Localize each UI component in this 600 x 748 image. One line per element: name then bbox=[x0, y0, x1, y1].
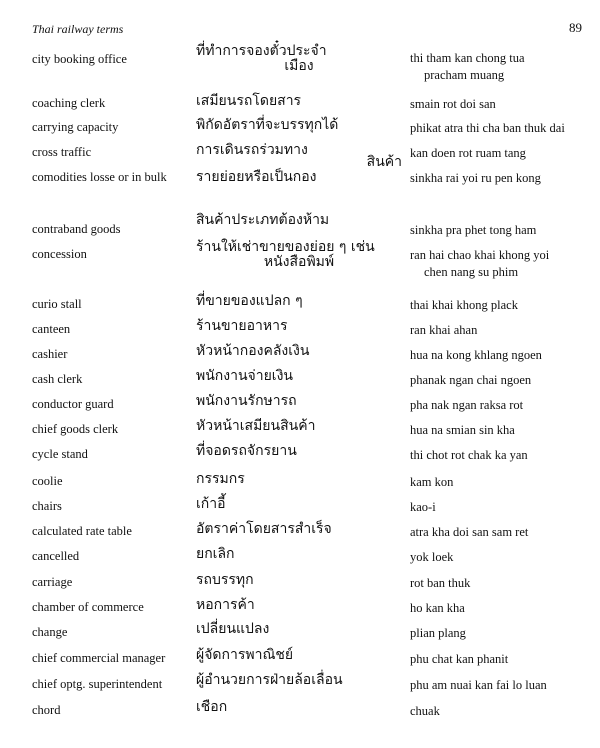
thai-line: ที่จอดรถจักรยาน bbox=[196, 443, 297, 459]
english-term: change bbox=[32, 625, 68, 639]
thai-line: ที่ทำการจองตั๋วประจำ bbox=[196, 43, 327, 59]
english-term: curio stall bbox=[32, 297, 82, 311]
romanization-line: thi chot rot chak ka yan bbox=[410, 448, 528, 462]
romanization-line: rot ban thuk bbox=[410, 576, 471, 590]
thai-term bbox=[196, 94, 402, 109]
thai-line: อัตราค่าโดยสารสำเร็จ bbox=[196, 521, 332, 537]
romanization-line: chen nang su phim bbox=[424, 265, 519, 279]
thai-term bbox=[196, 294, 402, 309]
romanization bbox=[410, 50, 525, 84]
romanization bbox=[410, 170, 541, 187]
thai-line: สินค้า bbox=[366, 154, 402, 170]
page-number: 89 bbox=[569, 20, 582, 35]
english-term: coolie bbox=[32, 474, 63, 488]
english-term: city booking office bbox=[32, 52, 127, 66]
romanization-line: plian plang bbox=[410, 626, 466, 640]
romanization bbox=[410, 297, 518, 314]
thai-line: รายย่อยหรือเป็นกอง bbox=[196, 169, 317, 185]
thai-line: เปลี่ยนแปลง bbox=[196, 621, 270, 637]
romanization bbox=[410, 600, 465, 617]
romanization-line: ran khai ahan bbox=[410, 323, 478, 337]
english-term: concession bbox=[32, 247, 87, 261]
thai-line: กรรมกร bbox=[196, 471, 245, 487]
romanization bbox=[410, 247, 549, 281]
thai-line: การเดินรถร่วมทาง bbox=[196, 142, 308, 158]
romanization-line: chuak bbox=[410, 704, 440, 718]
thai-term bbox=[196, 547, 402, 562]
running-header: Thai railway terms bbox=[32, 22, 124, 36]
romanization-line: sinkha rai yoi ru pen kong bbox=[410, 171, 541, 185]
romanization-line: thi tham kan chong tua bbox=[410, 51, 525, 65]
thai-term bbox=[196, 622, 402, 637]
thai-term bbox=[196, 155, 402, 185]
romanization bbox=[410, 447, 528, 464]
english-term: cashier bbox=[32, 347, 68, 361]
thai-line: เชือก bbox=[196, 699, 228, 715]
romanization-line: atra kha doi san sam ret bbox=[410, 525, 529, 539]
thai-line: พนักงานจ่ายเงิน bbox=[196, 368, 294, 384]
romanization bbox=[410, 474, 453, 491]
english-term: chief goods clerk bbox=[32, 422, 119, 436]
romanization bbox=[410, 422, 515, 439]
romanization bbox=[410, 145, 526, 162]
thai-term bbox=[196, 213, 402, 228]
english-term: cycle stand bbox=[32, 447, 88, 461]
romanization-line: pha nak ngan raksa rot bbox=[410, 398, 524, 412]
english-term: carrying capacity bbox=[32, 120, 119, 134]
romanization-line: ran hai chao khai khong yoi bbox=[410, 248, 550, 262]
thai-line: เมือง bbox=[284, 58, 314, 74]
romanization bbox=[410, 549, 453, 566]
thai-line: ร้านให้เช่าขายของย่อย ๆ เช่น bbox=[196, 239, 375, 255]
romanization-line: thai khai khong plack bbox=[410, 298, 518, 312]
romanization bbox=[410, 677, 547, 694]
english-term: calculated rate table bbox=[32, 524, 132, 538]
thai-term bbox=[196, 44, 402, 74]
romanization-line: yok loek bbox=[410, 550, 454, 564]
thai-term bbox=[196, 673, 402, 688]
english-term: chord bbox=[32, 703, 61, 717]
english-term: chief optg. superintendent bbox=[32, 677, 163, 691]
thai-term bbox=[196, 240, 402, 270]
thai-term bbox=[196, 319, 402, 334]
romanization bbox=[410, 347, 542, 364]
thai-line: เสมียนรถโดยสาร bbox=[196, 93, 302, 109]
romanization bbox=[410, 499, 436, 516]
romanization bbox=[410, 524, 528, 541]
romanization-line: ho kan kha bbox=[410, 601, 465, 615]
romanization-line: kam kon bbox=[410, 475, 454, 489]
romanization-line: phu chat kan phanit bbox=[410, 652, 509, 666]
romanization bbox=[410, 575, 470, 592]
english-term: conductor guard bbox=[32, 397, 114, 411]
english-term: cross traffic bbox=[32, 145, 92, 159]
thai-term bbox=[196, 472, 402, 487]
thai-term bbox=[196, 394, 402, 409]
thai-line: พิกัดอัตราที่จะบรรทุกได้ bbox=[196, 117, 339, 133]
thai-line: ผู้อำนวยการฝ่ายล้อเลื่อน bbox=[196, 672, 343, 688]
romanization-line: phanak ngan chai ngoen bbox=[410, 373, 532, 387]
thai-term bbox=[196, 497, 402, 512]
romanization-line: kan doen rot ruam tang bbox=[410, 146, 526, 160]
thai-term bbox=[196, 598, 402, 613]
thai-line: หอการค้า bbox=[196, 597, 255, 613]
thai-term bbox=[196, 522, 402, 537]
thai-term bbox=[196, 700, 402, 715]
english-term: chief commercial manager bbox=[32, 651, 166, 665]
thai-line: ผู้จัดการพาณิชย์ bbox=[196, 647, 294, 663]
thai-line: สินค้าประเภทต้องห้าม bbox=[196, 212, 330, 228]
romanization bbox=[410, 322, 477, 339]
thai-term bbox=[196, 444, 402, 459]
thai-line: ร้านขายอาหาร bbox=[196, 318, 288, 334]
thai-term bbox=[196, 118, 402, 133]
romanization-line: sinkha pra phet tong ham bbox=[410, 223, 537, 237]
romanization bbox=[410, 96, 496, 113]
thai-line: หัวหน้าเสมียนสินค้า bbox=[196, 418, 316, 434]
thai-line: เก้าอี้ bbox=[196, 496, 226, 512]
romanization-line: pracham muang bbox=[424, 68, 505, 82]
thai-line: ที่ขายของแปลก ๆ bbox=[196, 293, 303, 309]
romanization bbox=[410, 372, 531, 389]
thai-line: ยกเลิก bbox=[196, 546, 235, 562]
romanization-line: smain rot doi san bbox=[410, 97, 496, 111]
romanization bbox=[410, 222, 536, 239]
romanization-line: hua na smian sin kha bbox=[410, 423, 515, 437]
romanization bbox=[410, 120, 565, 137]
romanization bbox=[410, 625, 466, 642]
thai-term bbox=[196, 573, 402, 588]
romanization-line: kao-i bbox=[410, 500, 436, 514]
thai-line: หนังสือพิมพ์ bbox=[263, 254, 335, 270]
english-term: coaching clerk bbox=[32, 96, 106, 110]
romanization-line: phu am nuai kan fai lo luan bbox=[410, 678, 547, 692]
english-term: chairs bbox=[32, 499, 62, 513]
english-term: cash clerk bbox=[32, 372, 83, 386]
thai-line: หัวหน้ากองคลังเงิน bbox=[196, 343, 310, 359]
romanization bbox=[410, 651, 508, 668]
english-term: contraband goods bbox=[32, 222, 121, 236]
romanization bbox=[410, 397, 523, 414]
romanization-line: phikat atra thi cha ban thuk dai bbox=[410, 121, 565, 135]
english-term: carriage bbox=[32, 575, 73, 589]
romanization bbox=[410, 703, 440, 720]
english-term: comodities losse or in bulk bbox=[32, 170, 167, 184]
thai-term bbox=[196, 648, 402, 663]
thai-term bbox=[196, 369, 402, 384]
thai-line: พนักงานรักษารถ bbox=[196, 393, 297, 409]
thai-term bbox=[196, 419, 402, 434]
english-term: cancelled bbox=[32, 549, 80, 563]
english-term: chamber of commerce bbox=[32, 600, 144, 614]
thai-term bbox=[196, 344, 402, 359]
english-term: canteen bbox=[32, 322, 71, 336]
romanization-line: hua na kong khlang ngoen bbox=[410, 348, 542, 362]
thai-line: รถบรรทุก bbox=[196, 572, 254, 588]
